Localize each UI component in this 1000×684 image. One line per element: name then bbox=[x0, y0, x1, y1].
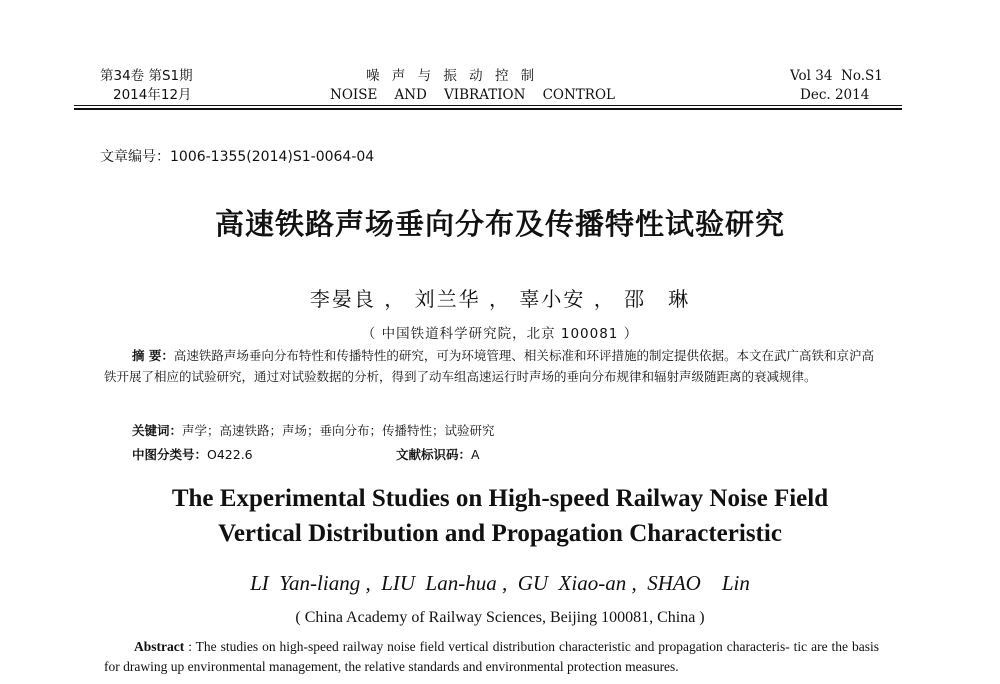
affiliation-cn: （ 中国铁道科学研究院，北京 100081 ） bbox=[361, 326, 639, 342]
header-volume-cn: 第34卷 第S1期 bbox=[100, 68, 193, 84]
doc-code bbox=[396, 444, 480, 465]
doc-code-label: 文献标识码： bbox=[396, 447, 472, 462]
title-en-line1: The Experimental Studies on High-speed Railway Noise Field bbox=[171, 485, 829, 512]
abstract-cn bbox=[104, 345, 874, 387]
clc-number bbox=[132, 444, 253, 465]
title-cn: 高速铁路声场垂向分布及传播特性试验研究 bbox=[214, 207, 785, 241]
abstract-cn-text: 高速铁路声场垂向分布特性和传播特性的研究，可为环境管理、相关标准和环评措施的制定提供依据。本文在武广高铁和京沪高铁开展了相应的试验研究，通过对试验数据的分析，得到了动车组高速运行时声场的垂向分布规律和辐射声级随距离的衰减规律。 bbox=[104, 348, 874, 384]
abstract-en-text: : The studies on high-speed railway noise field vertical distribution characteristic and propagation characteris- tic are the basis for drawing up environmental management, the relative standards and environmental protection measures. bbox=[104, 639, 879, 674]
abstract-cn-label: 摘 要： bbox=[132, 348, 174, 363]
authors-en: LI Yan-liang , LIU Lan-hua , GU Xiao-an , SHAO Lin bbox=[250, 571, 750, 595]
clc-value: O422.6 bbox=[207, 447, 253, 462]
keywords-cn-label: 关键词： bbox=[132, 423, 183, 438]
abstract-en bbox=[104, 637, 879, 677]
header-date-cn: 2014年12月 bbox=[113, 87, 192, 103]
keywords-cn-text: 声学；高速铁路；声场；垂向分布；传播特性；试验研究 bbox=[182, 423, 495, 438]
journal-name-en: NOISE AND VIBRATION CONTROL bbox=[330, 87, 616, 103]
clc-label: 中图分类号： bbox=[132, 447, 208, 462]
header-rule-thin bbox=[74, 105, 902, 106]
affiliation-en: ( China Academy of Railway Sciences, Beijing 100081, China ) bbox=[295, 609, 705, 626]
authors-cn: 李晏良 ， 刘兰华 ， 辜小安 ， 邵 琳 bbox=[309, 287, 691, 311]
header-volume-en: Vol 34 No.S1 bbox=[790, 68, 883, 84]
header-rule-thick bbox=[74, 108, 902, 110]
header-date-en: Dec. 2014 bbox=[800, 87, 870, 103]
abstract-en-label: Abstract bbox=[134, 639, 185, 654]
keywords-cn bbox=[132, 420, 495, 441]
journal-name-cn: 噪 声 与 振 动 控 制 bbox=[366, 68, 539, 84]
doc-code-value: A bbox=[471, 447, 480, 462]
article-number: 文章编号：1006-1355(2014)S1-0064-04 bbox=[100, 149, 375, 165]
title-en-line2: Vertical Distribution and Propagation Characteristic bbox=[218, 520, 782, 547]
